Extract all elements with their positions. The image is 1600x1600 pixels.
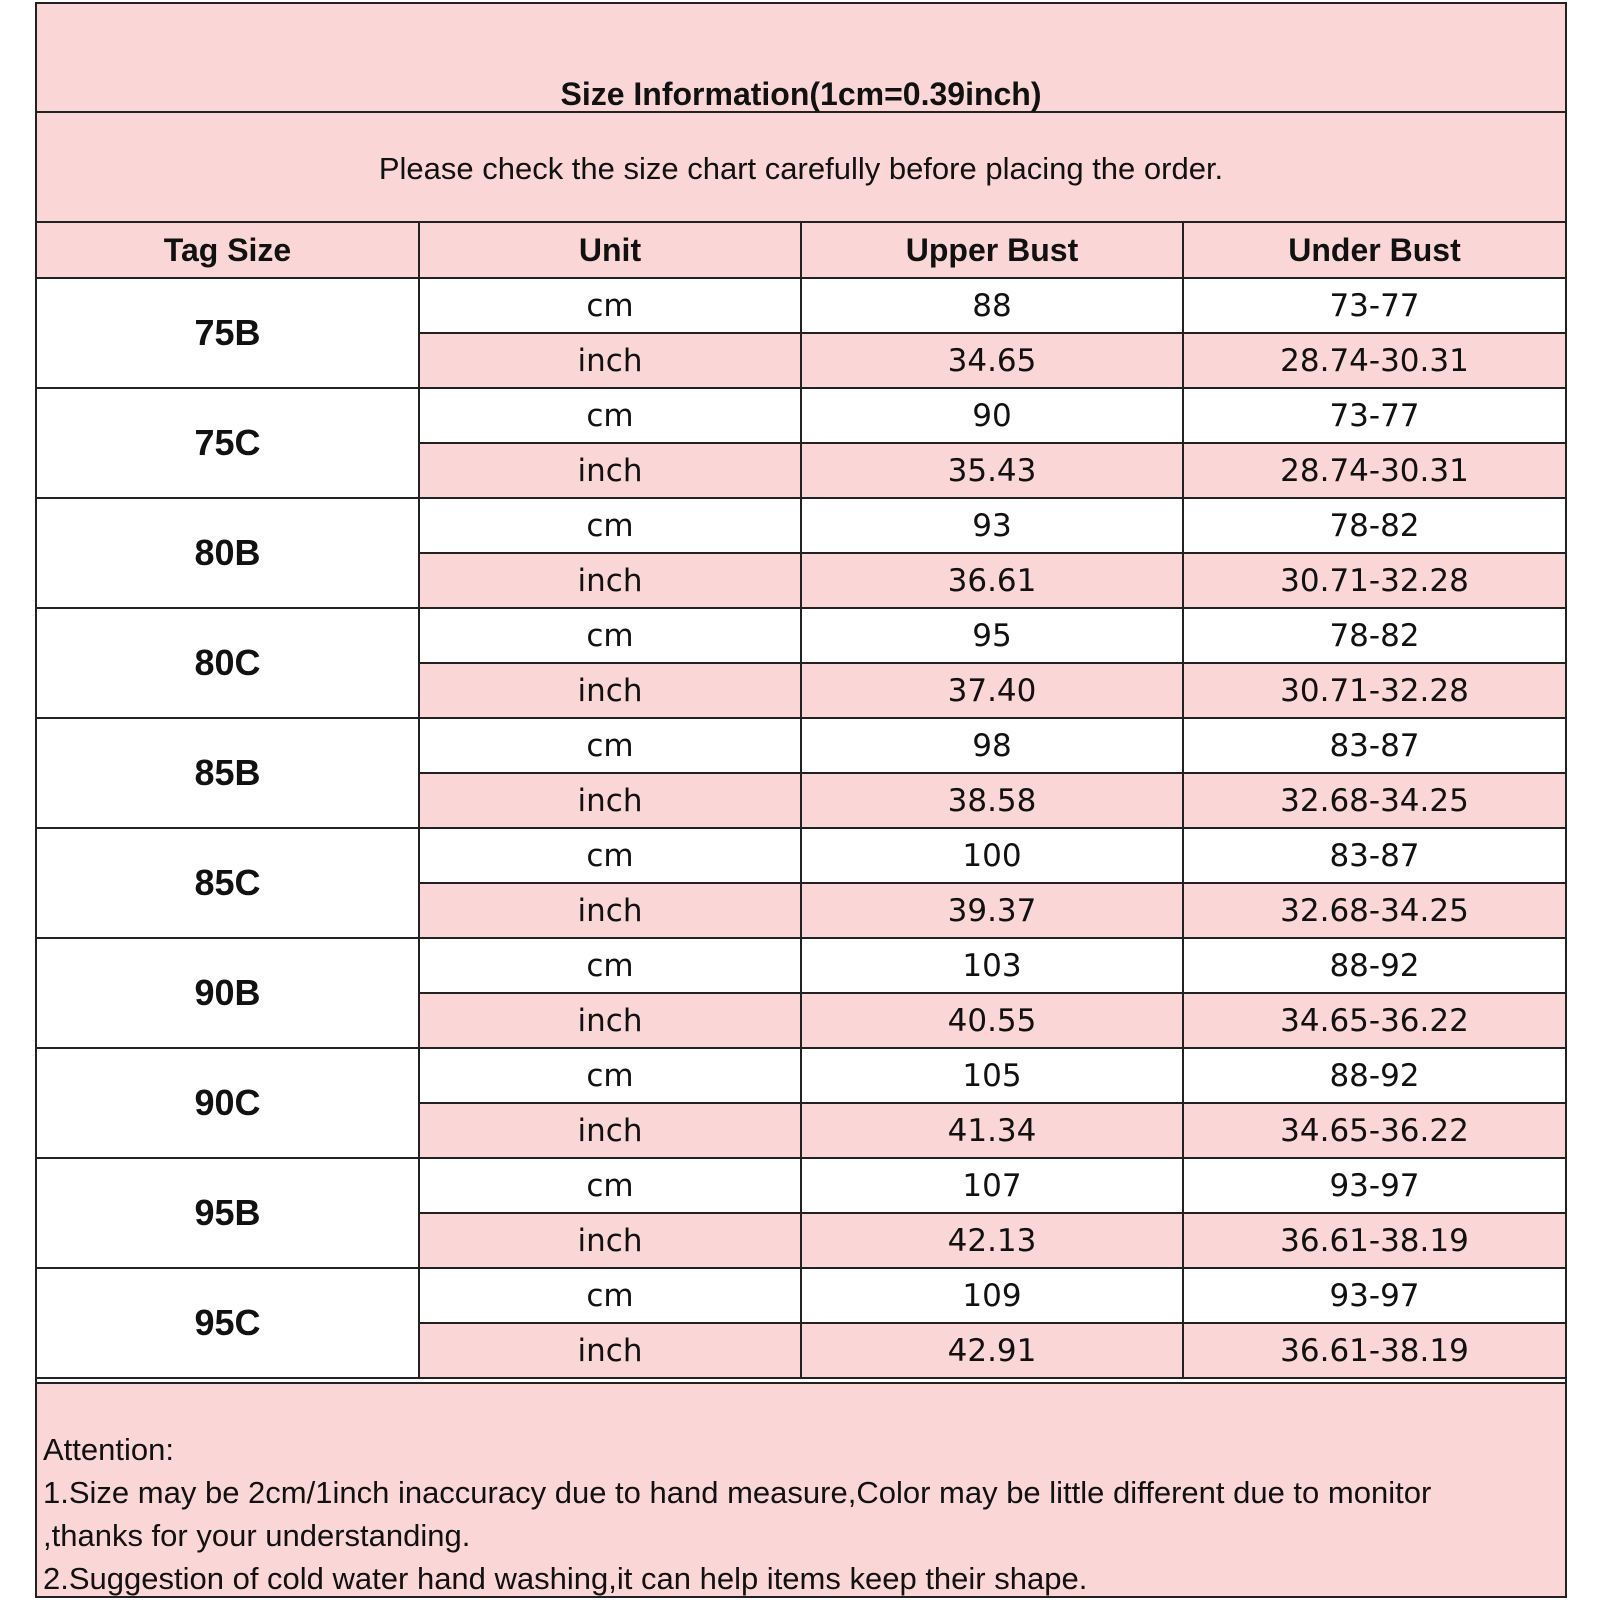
upper-bust-cell: 36.61	[801, 553, 1183, 608]
tag-size-cell: 95B	[37, 1158, 419, 1268]
upper-bust-cell: 37.40	[801, 663, 1183, 718]
unit-cell: cm	[419, 278, 801, 333]
under-bust-cell: 83-87	[1183, 828, 1565, 883]
unit-cell: cm	[419, 718, 801, 773]
tag-size-cell: 75B	[37, 278, 419, 388]
table-row	[37, 1048, 1565, 1103]
attention-line-1: 1.Size may be 2cm/1inch inaccuracy due to hand measure,Color may be little different due to monitor	[43, 1475, 1432, 1510]
attention-line-1-continued: ,thanks for your understanding.	[43, 1518, 471, 1553]
unit-cell: inch	[419, 1323, 801, 1378]
table-row	[37, 938, 1565, 993]
size-table-body	[37, 278, 1565, 1378]
upper-bust-cell: 41.34	[801, 1103, 1183, 1158]
upper-bust-cell: 35.43	[801, 443, 1183, 498]
upper-bust-cell: 40.55	[801, 993, 1183, 1048]
under-bust-cell: 36.61-38.19	[1183, 1323, 1565, 1378]
upper-bust-cell: 98	[801, 718, 1183, 773]
unit-cell: cm	[419, 498, 801, 553]
under-bust-cell: 32.68-34.25	[1183, 773, 1565, 828]
unit-cell: cm	[419, 1158, 801, 1213]
upper-bust-cell: 34.65	[801, 333, 1183, 388]
upper-bust-cell: 93	[801, 498, 1183, 553]
tag-size-cell: 75C	[37, 388, 419, 498]
upper-bust-cell: 95	[801, 608, 1183, 663]
upper-bust-cell: 109	[801, 1268, 1183, 1323]
upper-bust-cell: 105	[801, 1048, 1183, 1103]
upper-bust-cell: 90	[801, 388, 1183, 443]
order-note: Please check the size chart carefully before placing the order.	[378, 151, 1224, 186]
unit-cell: inch	[419, 1103, 801, 1158]
tag-size-cell: 90B	[37, 938, 419, 1048]
table-row	[37, 278, 1565, 333]
header-upper-bust: Upper Bust	[801, 223, 1183, 278]
attention-line-2: 2.Suggestion of cold water hand washing,it can help items keep their shape.	[43, 1561, 1088, 1596]
header-unit: Unit	[419, 223, 801, 278]
tag-size-cell: 90C	[37, 1048, 419, 1158]
chart-title: Size Information(1cm=0.39inch)	[560, 76, 1042, 112]
unit-cell: inch	[419, 333, 801, 388]
unit-cell: cm	[419, 828, 801, 883]
unit-cell: inch	[419, 553, 801, 608]
under-bust-cell: 93-97	[1183, 1158, 1565, 1213]
unit-cell: inch	[419, 773, 801, 828]
unit-cell: inch	[419, 663, 801, 718]
table-row	[37, 498, 1565, 553]
table-row	[37, 718, 1565, 773]
tag-size-cell: 85B	[37, 718, 419, 828]
size-table	[37, 223, 1565, 1379]
unit-cell: inch	[419, 443, 801, 498]
under-bust-cell: 93-97	[1183, 1268, 1565, 1323]
upper-bust-cell: 42.13	[801, 1213, 1183, 1268]
under-bust-cell: 73-77	[1183, 278, 1565, 333]
unit-cell: inch	[419, 883, 801, 938]
under-bust-cell: 30.71-32.28	[1183, 553, 1565, 608]
under-bust-cell: 88-92	[1183, 1048, 1565, 1103]
table-row	[37, 388, 1565, 443]
unit-cell: cm	[419, 388, 801, 443]
upper-bust-cell: 107	[801, 1158, 1183, 1213]
under-bust-cell: 30.71-32.28	[1183, 663, 1565, 718]
under-bust-cell: 88-92	[1183, 938, 1565, 993]
under-bust-cell: 34.65-36.22	[1183, 993, 1565, 1048]
under-bust-cell: 32.68-34.25	[1183, 883, 1565, 938]
title-band	[37, 4, 1565, 113]
unit-cell: cm	[419, 1048, 801, 1103]
upper-bust-cell: 42.91	[801, 1323, 1183, 1378]
header-under-bust: Under Bust	[1183, 223, 1565, 278]
upper-bust-cell: 38.58	[801, 773, 1183, 828]
upper-bust-cell: 103	[801, 938, 1183, 993]
unit-cell: cm	[419, 1268, 801, 1323]
upper-bust-cell: 88	[801, 278, 1183, 333]
under-bust-cell: 34.65-36.22	[1183, 1103, 1565, 1158]
table-row	[37, 608, 1565, 663]
under-bust-cell: 28.74-30.31	[1183, 443, 1565, 498]
upper-bust-cell: 39.37	[801, 883, 1183, 938]
table-row	[37, 1158, 1565, 1213]
under-bust-cell: 28.74-30.31	[1183, 333, 1565, 388]
attention-section	[37, 1382, 1565, 1596]
tag-size-cell: 85C	[37, 828, 419, 938]
upper-bust-cell: 100	[801, 828, 1183, 883]
unit-cell: cm	[419, 938, 801, 993]
header-tag-size: Tag Size	[37, 223, 419, 278]
unit-cell: inch	[419, 1213, 801, 1268]
unit-cell: cm	[419, 608, 801, 663]
under-bust-cell: 78-82	[1183, 498, 1565, 553]
under-bust-cell: 78-82	[1183, 608, 1565, 663]
table-row	[37, 828, 1565, 883]
tag-size-cell: 80C	[37, 608, 419, 718]
table-row	[37, 1268, 1565, 1323]
note-band	[37, 113, 1565, 223]
unit-cell: inch	[419, 993, 801, 1048]
tag-size-cell: 80B	[37, 498, 419, 608]
size-chart	[35, 2, 1567, 1598]
under-bust-cell: 83-87	[1183, 718, 1565, 773]
under-bust-cell: 36.61-38.19	[1183, 1213, 1565, 1268]
header-row	[37, 223, 1565, 278]
under-bust-cell: 73-77	[1183, 388, 1565, 443]
tag-size-cell: 95C	[37, 1268, 419, 1378]
attention-heading: Attention:	[43, 1432, 174, 1467]
